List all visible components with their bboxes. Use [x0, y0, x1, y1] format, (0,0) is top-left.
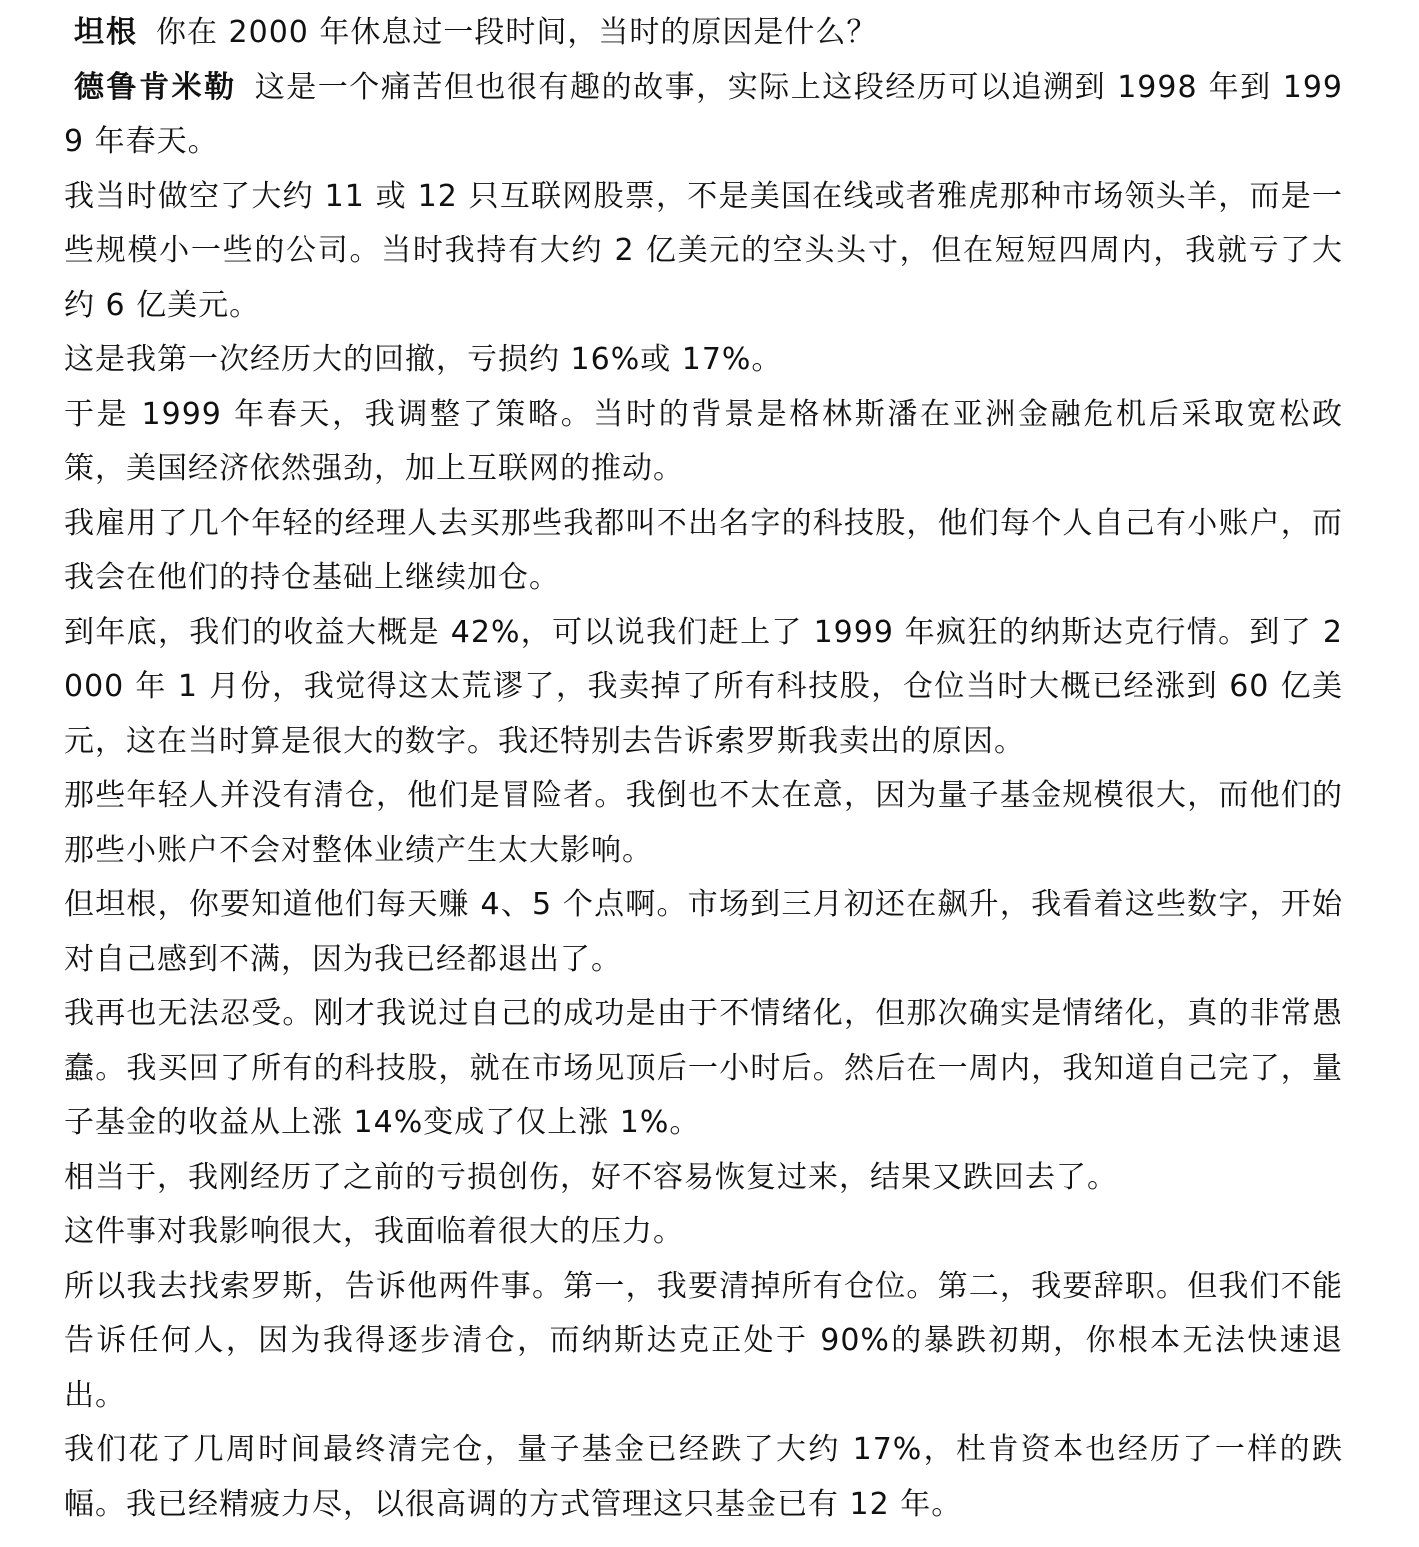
- paragraph: 我当时做空了大约 11 或 12 只互联网股票，不是美国在线或者雅虎那种市场领头羊，而是一些规模小一些的公司。当时我持有大约 2 亿美元的空头头寸，但在短短四周内，我就亏了大约 6 亿美元。: [64, 178, 1343, 323]
- paragraph: 我们花了几周时间最终清完仓，量子基金已经跌了大约 17%，杜肯资本也经历了一样的跌幅。我已经精疲力尽，以很高调的方式管理这只基金已有 12 年。: [64, 1432, 1343, 1522]
- paragraph: 到年底，我们的收益大概是 42%，可以说我们赶上了 1999 年疯狂的纳斯达克行情。到了 2000 年 1 月份，我觉得这太荒谬了，我卖掉了所有科技股，仓位当时大概已经涨到 60 亿美元，这在当时算是很大的数字。我还特别去告诉索罗斯我卖出的原因。: [64, 614, 1343, 759]
- paragraph: 相当于，我刚经历了之前的亏损创伤，好不容易恢复过来，结果又跌回去了。: [64, 1159, 1118, 1195]
- paragraph: 那些年轻人并没有清仓，他们是冒险者。我倒也不太在意，因为量子基金规模很大，而他们的那些小账户不会对整体业绩产生太大影响。: [64, 778, 1343, 868]
- paragraph: 但坦根，你要知道他们每天赚 4、5 个点啊。市场到三月初还在飙升，我看着这些数字，开始对自己感到不满，因为我已经都退出了。: [64, 887, 1343, 977]
- dialogue-answer: [64, 61, 1343, 170]
- speaker-name: 德鲁肯米勒: [74, 69, 237, 105]
- question-text: 你在 2000 年休息过一段时间，当时的原因是什么？: [156, 15, 878, 50]
- answer-text: 这是一个痛苦但也很有趣的故事，实际上这段经历可以追溯到 1998 年到 1999 年春天。: [64, 69, 1344, 159]
- paragraph: 这是我第一次经历大的回撤，亏损约 16%或 17%。: [64, 342, 783, 377]
- dialogue-question: [64, 6, 1343, 61]
- speaker-name: 坦根: [74, 15, 138, 50]
- paragraph: 所以我去找索罗斯，告诉他两件事。第一，我要清掉所有仓位。第二，我要辞职。但我们不能告诉任何人，因为我得逐步清仓，而纳斯达克正处于 90%的暴跌初期，你根本无法快速退出。: [64, 1268, 1343, 1413]
- paragraph: 我雇用了几个年轻的经理人去买那些我都叫不出名字的科技股，他们每个人自己有小账户，而我会在他们的持仓基础上继续加仓。: [64, 505, 1343, 595]
- paragraph: 于是 1999 年春天，我调整了策略。当时的背景是格林斯潘在亚洲金融危机后采取宽松政策，美国经济依然强劲，加上互联网的推动。: [64, 396, 1343, 486]
- paragraph: 这件事对我影响很大，我面临着很大的压力。: [64, 1214, 684, 1249]
- paragraph: 我再也无法忍受。刚才我说过自己的成功是由于不情绪化，但那次确实是情绪化，真的非常愚蠢。我买回了所有的科技股，就在市场见顶后一小时后。然后在一周内，我知道自己完了，量子基金的收益从上涨 14%变成了仅上涨 1%。: [64, 996, 1343, 1140]
